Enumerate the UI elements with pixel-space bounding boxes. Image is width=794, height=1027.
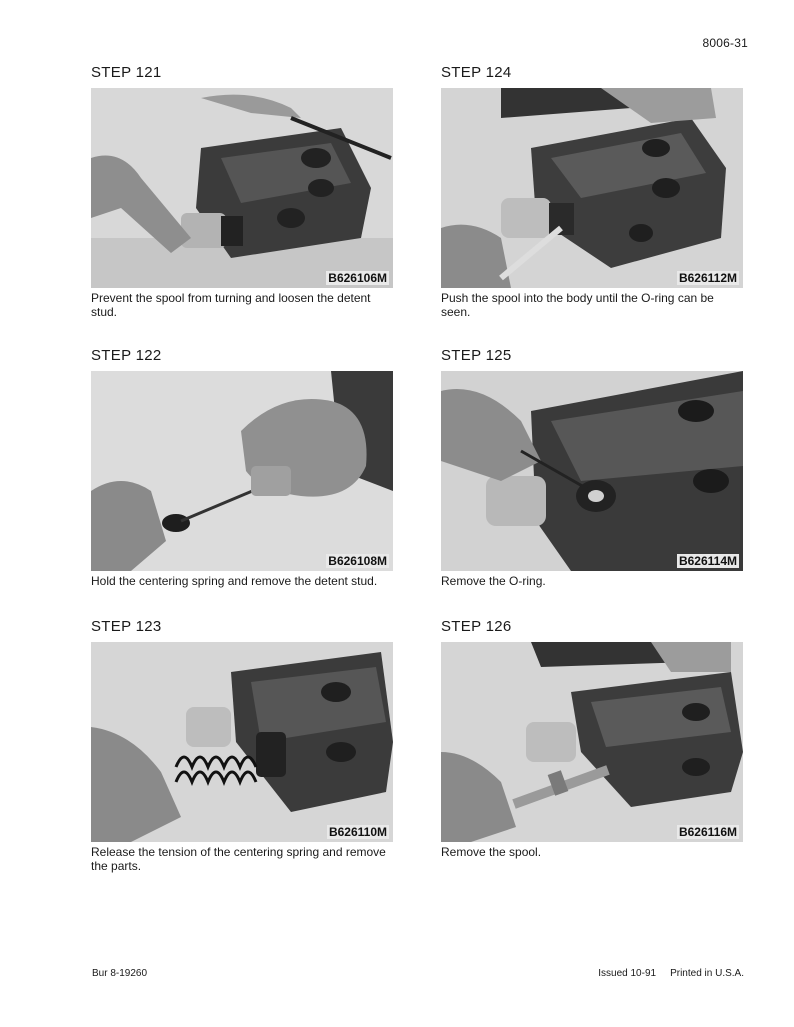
valve-photo-image (441, 371, 743, 571)
step-photo (91, 88, 393, 288)
step-photo (91, 642, 393, 842)
step-title: STEP 124 (441, 64, 512, 81)
valve-photo-image (441, 88, 743, 288)
step-126 (441, 618, 745, 859)
printed-location: Printed in U.S.A. (670, 968, 744, 979)
figure-id: B626106M (328, 271, 387, 285)
figure-id: B626116M (678, 825, 737, 839)
valve-photo-image (91, 371, 393, 571)
step-121 (91, 64, 395, 319)
valve-photo-image (91, 642, 393, 842)
step-caption: Hold the centering spring and remove the detent stud. (91, 574, 378, 588)
figure-id: B626110M (328, 825, 387, 839)
step-title: STEP 122 (91, 347, 162, 364)
step-title: STEP 123 (91, 618, 162, 635)
step-photo (91, 371, 393, 571)
figure-id: B626114M (678, 554, 737, 568)
page-number: 8006-31 (702, 36, 748, 50)
step-caption: Remove the spool. (441, 845, 542, 859)
step-title: STEP 126 (441, 618, 512, 635)
step-caption: Release the tension of the centering spring and remove the parts. (91, 845, 386, 873)
step-caption: Prevent the spool from turning and loosen the detent stud. (91, 291, 371, 319)
document-code: Bur 8-19260 (92, 968, 148, 979)
step-122 (91, 347, 395, 588)
step-title: STEP 121 (91, 64, 162, 81)
valve-photo-image (441, 642, 743, 842)
step-caption: Push the spool into the body until the O-ring can be seen. (441, 291, 714, 319)
step-photo (441, 642, 743, 842)
step-caption: Remove the O-ring. (441, 574, 546, 588)
step-125 (441, 347, 745, 588)
valve-photo-image (91, 88, 393, 288)
step-title: STEP 125 (441, 347, 512, 364)
step-123 (91, 618, 395, 873)
figure-id: B626108M (328, 554, 387, 568)
step-photo (441, 88, 743, 288)
step-124 (441, 64, 745, 319)
footer-issue-info (598, 968, 744, 979)
issued-date: Issued 10-91 (598, 968, 657, 979)
figure-id: B626112M (678, 271, 737, 285)
step-photo (441, 371, 743, 571)
